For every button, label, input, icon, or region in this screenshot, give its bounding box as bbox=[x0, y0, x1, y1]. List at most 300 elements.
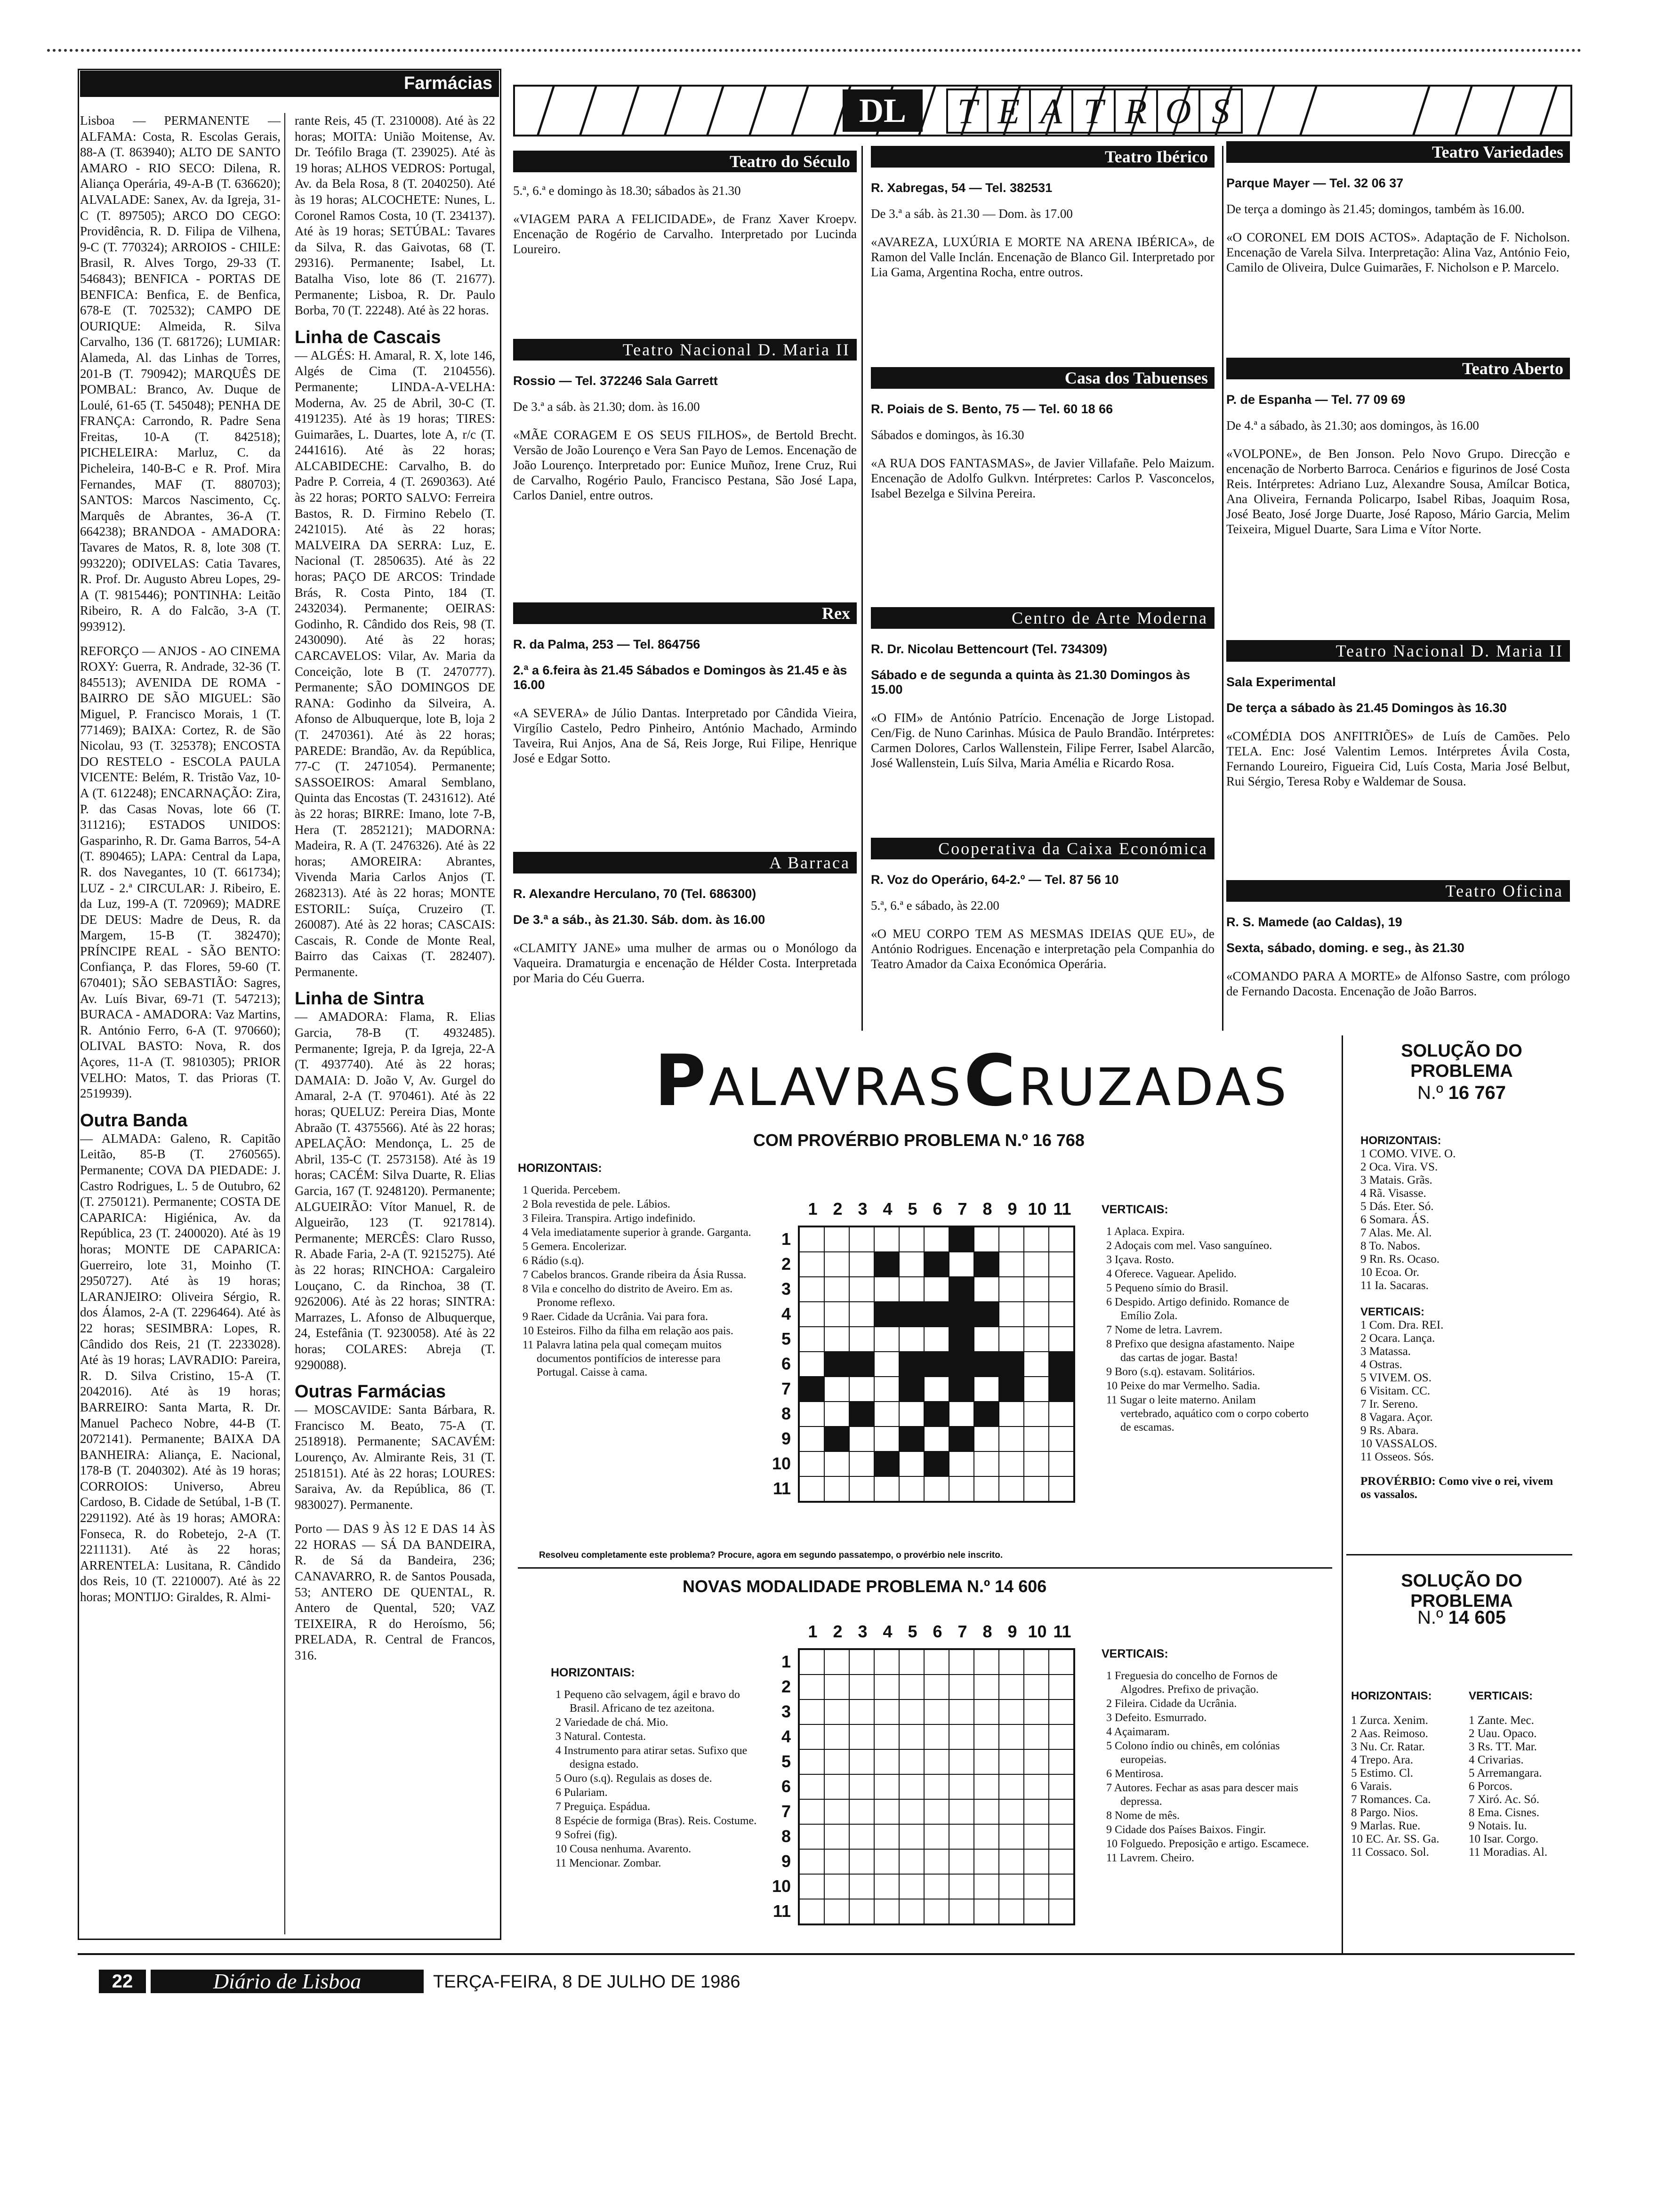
theatre-address: Sala Experimental bbox=[1226, 675, 1336, 689]
clue-item: 4 Açaimaram. bbox=[1106, 1726, 1170, 1738]
farmacia-region-heading: Outras Farmácias bbox=[295, 1382, 446, 1402]
grid-cell[interactable] bbox=[799, 1699, 824, 1724]
grid-row-number: 3 bbox=[781, 1702, 791, 1721]
grid-cell[interactable] bbox=[924, 1327, 949, 1352]
grid-cell[interactable] bbox=[999, 1774, 1024, 1799]
grid-black-cell bbox=[874, 1252, 899, 1277]
grid-cell[interactable] bbox=[949, 1724, 974, 1749]
grid-cell[interactable] bbox=[849, 1327, 874, 1352]
grid-cell[interactable] bbox=[1049, 1451, 1074, 1476]
teatros-title-letters bbox=[946, 88, 1243, 134]
grid-cell[interactable] bbox=[799, 1650, 824, 1675]
grid-cell[interactable] bbox=[974, 1774, 999, 1799]
theatre-play-description: «A RUA DOS FANTASMAS», de Javier Villafañe. Pelo Maizum. Encenação de Adolfo Gulkvn. Intérpretes: Carlos P. Vasconcelos, Isabel Bezelga e Silvina Pereira. bbox=[871, 456, 1215, 500]
grid-cell[interactable] bbox=[949, 1749, 974, 1774]
grid-cell[interactable] bbox=[1049, 1849, 1074, 1874]
grid-row-number: 10 bbox=[772, 1876, 791, 1896]
grid-cell[interactable] bbox=[874, 1227, 899, 1252]
grid-cell[interactable] bbox=[949, 1451, 974, 1476]
grid-cell[interactable] bbox=[874, 1824, 899, 1849]
grid-cell[interactable] bbox=[824, 1476, 849, 1501]
grid-cell[interactable] bbox=[1049, 1252, 1074, 1277]
grid-cell[interactable] bbox=[1049, 1402, 1074, 1427]
grid-cell[interactable] bbox=[849, 1874, 874, 1899]
grid-cell[interactable] bbox=[899, 1277, 924, 1302]
solution-answer: 11 Cossaco. Sol. bbox=[1351, 1846, 1429, 1859]
grid-cell[interactable] bbox=[1024, 1724, 1049, 1749]
grid-cell[interactable] bbox=[999, 1476, 1024, 1501]
grid-cell[interactable] bbox=[824, 1327, 849, 1352]
grid-cell[interactable] bbox=[849, 1724, 874, 1749]
grid-cell[interactable] bbox=[799, 1252, 824, 1277]
grid-column-number: 5 bbox=[908, 1622, 917, 1641]
grid-cell[interactable] bbox=[1024, 1377, 1049, 1402]
grid-cell[interactable] bbox=[999, 1824, 1024, 1849]
grid-cell[interactable] bbox=[849, 1451, 874, 1476]
grid-cell[interactable] bbox=[924, 1874, 949, 1899]
grid-cell[interactable] bbox=[799, 1824, 824, 1849]
grid-row-number: 4 bbox=[781, 1727, 791, 1746]
grid-black-cell bbox=[949, 1427, 974, 1451]
theatre-name: Teatro do Século bbox=[513, 151, 857, 172]
grid-cell[interactable] bbox=[874, 1799, 899, 1824]
grid-cell[interactable] bbox=[849, 1277, 874, 1302]
grid-cell[interactable] bbox=[924, 1699, 949, 1724]
grid-column-number: 11 bbox=[1053, 1622, 1071, 1641]
grid-cell[interactable] bbox=[1049, 1699, 1074, 1724]
farmacia-block-text: Porto — DAS 9 ÀS 12 E DAS 14 ÀS 22 HORAS — SÁ DA BANDEIRA, R. de Sá da Bandeira, 236; CANAVARRO, R. de Santos Pousada, 53; ANTERO DE QUENTAL, R. Antero de Quental, 520; VAZ TEIXEIRA, R do Heroísmo, 56; PRELADA, R. Central de Francos, 316. bbox=[295, 1522, 495, 1663]
grid-cell[interactable] bbox=[1049, 1476, 1074, 1501]
solution-answer: 6 Varais. bbox=[1351, 1780, 1392, 1793]
grid-black-cell bbox=[949, 1227, 974, 1252]
grid-cell[interactable] bbox=[899, 1476, 924, 1501]
grid-cell[interactable] bbox=[924, 1749, 949, 1774]
grid-cell[interactable] bbox=[899, 1675, 924, 1699]
grid-cell[interactable] bbox=[824, 1749, 849, 1774]
grid-cell[interactable] bbox=[1049, 1277, 1074, 1302]
grid-cell[interactable] bbox=[999, 1227, 1024, 1252]
grid-cell[interactable] bbox=[1049, 1650, 1074, 1675]
grid-black-cell bbox=[824, 1352, 849, 1377]
grid-cell[interactable] bbox=[924, 1774, 949, 1799]
grid-cell[interactable] bbox=[999, 1699, 1024, 1724]
grid-cell[interactable] bbox=[999, 1402, 1024, 1427]
grid-cell[interactable] bbox=[899, 1650, 924, 1675]
grid-cell[interactable] bbox=[999, 1899, 1024, 1924]
grid-cell[interactable] bbox=[1049, 1799, 1074, 1824]
grid-cell[interactable] bbox=[974, 1849, 999, 1874]
solution-answer: 3 Nu. Cr. Ratar. bbox=[1351, 1740, 1425, 1753]
grid-cell[interactable] bbox=[824, 1675, 849, 1699]
grid-cell[interactable] bbox=[974, 1451, 999, 1476]
grid-cell[interactable] bbox=[924, 1899, 949, 1924]
theatre-name: Teatro Nacional D. Maria II bbox=[1226, 640, 1570, 662]
grid-cell[interactable] bbox=[824, 1377, 849, 1402]
solution-answer: 2 Aas. Reimoso. bbox=[1351, 1727, 1428, 1740]
grid-cell[interactable] bbox=[999, 1675, 1024, 1699]
grid-cell[interactable] bbox=[799, 1227, 824, 1252]
grid-cell[interactable] bbox=[799, 1327, 824, 1352]
grid-cell[interactable] bbox=[924, 1476, 949, 1501]
grid-cell[interactable] bbox=[974, 1724, 999, 1749]
grid-cell[interactable] bbox=[924, 1799, 949, 1824]
grid-cell[interactable] bbox=[874, 1774, 899, 1799]
grid-cell[interactable] bbox=[824, 1302, 849, 1327]
grid-cell[interactable] bbox=[799, 1277, 824, 1302]
grid-column-number: 1 bbox=[808, 1622, 818, 1641]
grid-cell[interactable] bbox=[824, 1451, 849, 1476]
grid-cell[interactable] bbox=[799, 1427, 824, 1451]
teatros-letter: T bbox=[946, 88, 989, 134]
theatre-schedule: 5.ª, 6.ª e domingo às 18.30; sábados às 21.30 bbox=[513, 184, 741, 198]
grid-cell[interactable] bbox=[799, 1849, 824, 1874]
farmacia-block-text: — ALMADA: Galeno, R. Capitão Leitão, 85-B (T. 2760565). Permanente; COVA DA PIEDADE: J. Castro Rodrigues, L. 5 de Outubro, 62 (T. 2750121). Permanente; COSTA DE CAPARICA: Higiénica, Av. da República, 23 (T. 2400020). Até às 19 horas; MONTE DE CAPARICA: Guerreiro, lote 31, Moinho (T. 2950727). Até às 19 horas; LARANJEIRO: Oliveira Sérgio, R. dos Álamos, 2-A (T. 2296464). Até às 22 horas; SESIMBRA: Lopes, R. Cândido dos Reis, 21 (T. 2233028). Até às 19 horas; LAVRADIO: Pareira, R. D. Silva Cristino, 15-A (T. 2042016). Até às 19 horas; BARREIRO: Santa Marta, R. Dr. Manuel Pacheco Nobre, 44-B (T. 2072141). Permanente; BAIXA DA BANHEIRA: Aliança, E. Nacional, 178-B (T. 2040302). Até às 19 horas; CORROIOS: Universo, Abreu Cardoso, B. Cidade de Setúbal, 1-B (T. 2291192). Até às 19 horas; AMORA: Fonseca, R. do Robetejo, 2-A (T. 2211131). Até às 22 horas; ARRENTELA: Lusitana, R. Cândido dos Reis, 10 (T. 2210007). Até às 22 horas; MONTIJO: Giraldes, R. Almi- bbox=[80, 1131, 281, 1604]
solution-answer: 7 Xiró. Ac. Só. bbox=[1469, 1793, 1539, 1806]
clue-item: 7 Cabelos brancos. Grande ribeira da Ásia Russa. bbox=[523, 1269, 747, 1281]
grid-cell[interactable] bbox=[1024, 1650, 1049, 1675]
grid-cell[interactable] bbox=[1024, 1874, 1049, 1899]
grid-column-number: 6 bbox=[933, 1199, 942, 1218]
grid-cell[interactable] bbox=[949, 1874, 974, 1899]
grid-cell[interactable] bbox=[874, 1899, 899, 1924]
grid-cell[interactable] bbox=[1049, 1874, 1074, 1899]
grid-cell[interactable] bbox=[949, 1402, 974, 1427]
grid-cell[interactable] bbox=[824, 1227, 849, 1252]
grid-cell[interactable] bbox=[824, 1277, 849, 1302]
grid-cell[interactable] bbox=[899, 1849, 924, 1874]
clue-item: 8 Espécie de formiga (Bras). Reis. Costume. bbox=[555, 1815, 757, 1827]
grid-cell[interactable] bbox=[999, 1874, 1024, 1899]
grid-cell[interactable] bbox=[824, 1699, 849, 1724]
theatre-name: Rex bbox=[513, 602, 857, 624]
grid-cell[interactable] bbox=[999, 1451, 1024, 1476]
theatre-schedule: De terça a domingo às 21.45; domingos, também às 16.00. bbox=[1226, 202, 1525, 216]
clue-item: 1 Aplaca. Expira. bbox=[1106, 1226, 1185, 1238]
theatre-play-description: «AVAREZA, LUXÚRIA E MORTE NA ARENA IBÉRICA», de Ramon del Valle Inclán. Encenação de Blanco Gil. Interpretado por Lia Gama, Argentina Rocha, entre outros. bbox=[871, 235, 1215, 279]
grid-column-number: 9 bbox=[1007, 1622, 1017, 1641]
grid-cell[interactable] bbox=[949, 1774, 974, 1799]
grid-cell[interactable] bbox=[999, 1327, 1024, 1352]
grid-cell[interactable] bbox=[899, 1327, 924, 1352]
grid-cell[interactable] bbox=[1024, 1899, 1049, 1924]
grid-black-cell bbox=[999, 1377, 1024, 1402]
grid-cell[interactable] bbox=[874, 1427, 899, 1451]
grid-cell[interactable] bbox=[924, 1849, 949, 1874]
grid-cell[interactable] bbox=[874, 1650, 899, 1675]
grid-cell[interactable] bbox=[999, 1277, 1024, 1302]
clue-item: 9 Sofrei (fig). bbox=[555, 1829, 618, 1841]
grid-cell[interactable] bbox=[799, 1302, 824, 1327]
grid-cell[interactable] bbox=[1024, 1699, 1049, 1724]
grid-cell[interactable] bbox=[1024, 1352, 1049, 1377]
grid-cell[interactable] bbox=[899, 1824, 924, 1849]
grid-cell[interactable] bbox=[899, 1799, 924, 1824]
grid-cell[interactable] bbox=[974, 1476, 999, 1501]
grid-cell[interactable] bbox=[924, 1675, 949, 1699]
grid-cell[interactable] bbox=[1049, 1302, 1074, 1327]
grid-cell[interactable] bbox=[1049, 1774, 1074, 1799]
grid-cell[interactable] bbox=[999, 1849, 1024, 1874]
solution-answer: 8 Pargo. Nios. bbox=[1351, 1806, 1418, 1819]
grid-cell[interactable] bbox=[1024, 1427, 1049, 1451]
grid-cell[interactable] bbox=[799, 1749, 824, 1774]
grid-cell[interactable] bbox=[874, 1402, 899, 1427]
grid-cell[interactable] bbox=[824, 1799, 849, 1824]
grid-cell[interactable] bbox=[899, 1724, 924, 1749]
grid-row-number: 4 bbox=[781, 1304, 791, 1323]
grid-cell[interactable] bbox=[1049, 1427, 1074, 1451]
grid-cell[interactable] bbox=[899, 1402, 924, 1427]
theatre-play-description: «VOLPONE», de Ben Jonson. Pelo Novo Grupo. Direcção e encenação de Norberto Barroca. Cenários e figurinos de José Costa Reis. Intérpretes: Adriano Luz, Alexandre Sousa, Amílcar Botica, Ana Oliveira, Fernanda Policarpo, Isabel Ribas, Joaquim Rosa, José Beato, José Jorge Duarte, José Raposo, Mário Garcia, Melim Teixeira, Miguel Duarte, Sara Lima e Vítor Norte. bbox=[1226, 447, 1570, 536]
grid-cell[interactable] bbox=[974, 1277, 999, 1302]
theatre-schedule: 2.ª a 6.feira às 21.45 Sábados e Domingos às 21.45 e às 16.00 bbox=[513, 663, 847, 692]
grid-column-number: 3 bbox=[858, 1199, 868, 1218]
grid-cell[interactable] bbox=[974, 1749, 999, 1774]
grid-cell[interactable] bbox=[824, 1849, 849, 1874]
grid-cell[interactable] bbox=[849, 1252, 874, 1277]
grid-cell[interactable] bbox=[849, 1699, 874, 1724]
grid-cell[interactable] bbox=[1024, 1675, 1049, 1699]
grid-cell[interactable] bbox=[874, 1352, 899, 1377]
grid-cell[interactable] bbox=[974, 1650, 999, 1675]
grid-cell[interactable] bbox=[824, 1899, 849, 1924]
grid-cell[interactable] bbox=[1024, 1849, 1049, 1874]
grid-cell[interactable] bbox=[849, 1774, 874, 1799]
grid-cell[interactable] bbox=[949, 1799, 974, 1824]
grid-cell[interactable] bbox=[949, 1824, 974, 1849]
grid-cell[interactable] bbox=[974, 1427, 999, 1451]
solution2-answers bbox=[1351, 1690, 1572, 1859]
grid-cell[interactable] bbox=[1024, 1327, 1049, 1352]
grid-cell[interactable] bbox=[1049, 1824, 1074, 1849]
solution-answer: 3 Matassa. bbox=[1360, 1345, 1411, 1358]
grid-cell[interactable] bbox=[899, 1774, 924, 1799]
grid-cell[interactable] bbox=[824, 1402, 849, 1427]
grid-cell[interactable] bbox=[874, 1724, 899, 1749]
grid-cell[interactable] bbox=[1049, 1749, 1074, 1774]
grid-cell[interactable] bbox=[874, 1749, 899, 1774]
grid-cell[interactable] bbox=[1049, 1899, 1074, 1924]
theatre-play-description: «O CORONEL EM DOIS ACTOS». Adaptação de F. Nicholson. Encenação de Varela Silva. Interpretação: Alina Vaz, António Feio, Camilo de Oliveira, Dulce Guimarães, F. Nicholson e P. Marcelo. bbox=[1226, 230, 1570, 274]
grid-cell[interactable] bbox=[974, 1824, 999, 1849]
clue-list-heading: HORIZONTAIS: bbox=[518, 1162, 602, 1175]
grid-cell[interactable] bbox=[1024, 1824, 1049, 1849]
theatre-block-cooperativa bbox=[871, 838, 1215, 971]
grid-row-number: 6 bbox=[781, 1354, 791, 1373]
grid-cell[interactable] bbox=[999, 1302, 1024, 1327]
grid-cell[interactable] bbox=[824, 1724, 849, 1749]
grid-cell[interactable] bbox=[899, 1227, 924, 1252]
grid-cell[interactable] bbox=[1024, 1302, 1049, 1327]
theatre-play-description: «CLAMITY JANE» uma mulher de armas ou o Monólogo da Vaqueira. Dramaturgia e encenação de Hélder Costa. Interpretada por Maria do Céu Guerra. bbox=[513, 941, 857, 985]
grid-cell[interactable] bbox=[799, 1799, 824, 1824]
grid-black-cell bbox=[949, 1377, 974, 1402]
grid-cell[interactable] bbox=[874, 1699, 899, 1724]
grid-black-cell bbox=[949, 1352, 974, 1377]
grid-cell[interactable] bbox=[1024, 1227, 1049, 1252]
grid-cell[interactable] bbox=[974, 1227, 999, 1252]
solution-answer: 7 Romances. Ca. bbox=[1351, 1793, 1431, 1806]
grid-cell[interactable] bbox=[974, 1327, 999, 1352]
farmacia-block-text: REFORÇO — ANJOS - AO CINEMA ROXY: Guerra, R. Andrade, 32-36 (T. 845513); AVENIDA DE ROMA - BAIRRO DE SÃO MIGUEL: São Miguel, P. Francisco Morais, 1 (T. 771469); BAIXA: Cortez, R. de São Nicolau, 93 (T. 325378); ENCOSTA DO RESTELO - ESCOLA PAULA VICENTE: Belém, R. Tristão Vaz, 10-A (T. 612248); ENCARNAÇÃO: Zira, P. das Casas Novas, lote 66 (T. 311216); ESTADOS UNIDOS: Gasparinho, R. Dr. Gama Barros, 54-A (T. 890465); LAPA: Central da Lapa, R. dos Navegantes, 10 (T. 661734); LUZ - 2.ª CIRCULAR: J. Ribeiro, E. da Luz, 199-A (T. 720969); MADRE DE DEUS: Madre de Deus, R. da Margem, 15-B (T. 382470); PRÍNCIPE REAL - SÃO BENTO: Confiança, P. das Flores, 59-60 (T. 670401); SÃO SEBASTIÃO: Sagres, Av. Luís Bivar, 69-71 (T. 547213); BURACA - AMADORA: Vaz Martins, R. António Ferro, 6-A (T. 970660); OLIVAL BASTO: Nova, R. dos Açores, 11-A (T. 9810305); PRIOR VELHO: Matos, T. das Prioras (T. 2519939). bbox=[80, 643, 281, 1101]
grid-row-number: 6 bbox=[781, 1777, 791, 1796]
clue-item: 6 Pulariam. bbox=[555, 1787, 608, 1799]
grid-cell[interactable] bbox=[849, 1427, 874, 1451]
grid-cell[interactable] bbox=[949, 1252, 974, 1277]
grid-column-number: 10 bbox=[1028, 1199, 1047, 1218]
grid-cell[interactable] bbox=[849, 1849, 874, 1874]
grid-cell[interactable] bbox=[999, 1724, 1024, 1749]
grid-cell[interactable] bbox=[1024, 1402, 1049, 1427]
grid-cell[interactable] bbox=[949, 1849, 974, 1874]
grid-cell[interactable] bbox=[974, 1874, 999, 1899]
clue-item: 3 Içava. Rosto. bbox=[1106, 1254, 1174, 1266]
grid-cell[interactable] bbox=[849, 1650, 874, 1675]
teatros-letter: A bbox=[1031, 88, 1073, 134]
clue-item: 3 Defeito. Esmurrado. bbox=[1106, 1712, 1207, 1724]
teatros-letter: E bbox=[989, 88, 1031, 134]
solution-answer: 9 Notais. Iu. bbox=[1469, 1819, 1527, 1832]
grid-cell[interactable] bbox=[899, 1749, 924, 1774]
grid-cell[interactable] bbox=[924, 1277, 949, 1302]
theatre-schedule: Sábado e de segunda a quinta às 21.30 Domingos às 15.00 bbox=[871, 668, 1190, 697]
grid-cell[interactable] bbox=[849, 1227, 874, 1252]
clue-item: 1 Querida. Percebem. bbox=[523, 1184, 620, 1196]
grid-row-number: 9 bbox=[781, 1429, 791, 1448]
grid-cell[interactable] bbox=[1024, 1277, 1049, 1302]
grid-cell[interactable] bbox=[924, 1427, 949, 1451]
solution-answer: 4 Ostras. bbox=[1360, 1358, 1402, 1371]
theatre-address: P. de Espanha — Tel. 77 09 69 bbox=[1226, 393, 1406, 407]
newspaper-brand: Diário de Lisboa bbox=[151, 1970, 424, 1993]
grid-cell[interactable] bbox=[824, 1774, 849, 1799]
grid-cell[interactable] bbox=[949, 1476, 974, 1501]
dl-logo: DL bbox=[843, 89, 923, 132]
grid-cell[interactable] bbox=[849, 1824, 874, 1849]
solution-heading: VERTICAIS: bbox=[1469, 1690, 1533, 1702]
theatre-schedule: De 3.ª a sáb. às 21.30; dom. às 16.00 bbox=[513, 400, 700, 414]
grid-cell[interactable] bbox=[799, 1675, 824, 1699]
grid-cell[interactable] bbox=[1024, 1476, 1049, 1501]
solution-answer: 3 Matais. Grãs. bbox=[1360, 1174, 1432, 1186]
grid-cell[interactable] bbox=[799, 1874, 824, 1899]
grid-cell[interactable] bbox=[824, 1650, 849, 1675]
grid-column-number: 8 bbox=[982, 1622, 992, 1641]
grid-cell[interactable] bbox=[824, 1874, 849, 1899]
grid-cell[interactable] bbox=[949, 1650, 974, 1675]
crossword2-grid[interactable] bbox=[798, 1648, 1075, 1925]
grid-cell[interactable] bbox=[849, 1302, 874, 1327]
grid-cell[interactable] bbox=[999, 1427, 1024, 1451]
crossword1-horizontal-clues bbox=[518, 1162, 753, 1380]
grid-cell[interactable] bbox=[899, 1451, 924, 1476]
grid-cell[interactable] bbox=[899, 1899, 924, 1924]
solution-answer: 6 Porcos. bbox=[1469, 1780, 1513, 1793]
grid-row-number: 5 bbox=[781, 1329, 791, 1348]
theatre-block-ibérico bbox=[871, 146, 1215, 280]
grid-cell[interactable] bbox=[874, 1277, 899, 1302]
grid-cell[interactable] bbox=[849, 1749, 874, 1774]
grid-cell[interactable] bbox=[799, 1352, 824, 1377]
grid-cell[interactable] bbox=[899, 1874, 924, 1899]
solution-answer: 6 Visitam. CC. bbox=[1360, 1385, 1431, 1397]
grid-cell[interactable] bbox=[824, 1252, 849, 1277]
grid-cell[interactable] bbox=[799, 1724, 824, 1749]
grid-cell[interactable] bbox=[999, 1650, 1024, 1675]
crossword2-column-numbers bbox=[800, 1622, 1075, 1642]
farmacia-block bbox=[80, 113, 281, 635]
grid-cell[interactable] bbox=[824, 1824, 849, 1849]
grid-cell[interactable] bbox=[999, 1749, 1024, 1774]
grid-cell[interactable] bbox=[974, 1675, 999, 1699]
grid-cell[interactable] bbox=[949, 1675, 974, 1699]
grid-cell[interactable] bbox=[899, 1699, 924, 1724]
grid-cell[interactable] bbox=[974, 1377, 999, 1402]
grid-cell[interactable] bbox=[949, 1699, 974, 1724]
grid-cell[interactable] bbox=[874, 1476, 899, 1501]
crossword1-grid[interactable] bbox=[798, 1226, 1075, 1503]
grid-cell[interactable] bbox=[1024, 1749, 1049, 1774]
grid-cell[interactable] bbox=[1049, 1327, 1074, 1352]
grid-cell[interactable] bbox=[849, 1899, 874, 1924]
grid-cell[interactable] bbox=[949, 1899, 974, 1924]
grid-cell[interactable] bbox=[924, 1824, 949, 1849]
solution-answer: 10 Isar. Corgo. bbox=[1469, 1833, 1539, 1845]
grid-cell[interactable] bbox=[874, 1377, 899, 1402]
grid-cell[interactable] bbox=[974, 1799, 999, 1824]
grid-cell[interactable] bbox=[974, 1699, 999, 1724]
grid-cell[interactable] bbox=[799, 1774, 824, 1799]
grid-cell[interactable] bbox=[874, 1849, 899, 1874]
grid-cell[interactable] bbox=[874, 1675, 899, 1699]
grid-cell[interactable] bbox=[799, 1451, 824, 1476]
grid-column-number: 8 bbox=[982, 1199, 992, 1218]
solution-answer: 11 Osseos. Sós. bbox=[1360, 1451, 1434, 1463]
grid-cell[interactable] bbox=[799, 1476, 824, 1501]
grid-cell[interactable] bbox=[899, 1252, 924, 1277]
grid-cell[interactable] bbox=[1024, 1799, 1049, 1824]
grid-cell[interactable] bbox=[874, 1327, 899, 1352]
grid-cell[interactable] bbox=[924, 1724, 949, 1749]
grid-cell[interactable] bbox=[1049, 1724, 1074, 1749]
solution-answer: 9 Rs. Abara. bbox=[1360, 1424, 1419, 1437]
grid-black-cell bbox=[999, 1352, 1024, 1377]
grid-cell[interactable] bbox=[1049, 1675, 1074, 1699]
grid-cell[interactable] bbox=[924, 1377, 949, 1402]
farmacia-block bbox=[295, 327, 495, 980]
grid-cell[interactable] bbox=[999, 1799, 1024, 1824]
grid-cell[interactable] bbox=[924, 1227, 949, 1252]
clue-item: 2 Fileira. Cidade da Ucrânia. bbox=[1106, 1698, 1237, 1710]
grid-black-cell bbox=[924, 1252, 949, 1277]
grid-cell[interactable] bbox=[849, 1476, 874, 1501]
grid-cell[interactable] bbox=[849, 1799, 874, 1824]
grid-cell[interactable] bbox=[874, 1874, 899, 1899]
grid-cell[interactable] bbox=[849, 1377, 874, 1402]
grid-cell[interactable] bbox=[999, 1252, 1024, 1277]
solution-answer: 1 Zurca. Xenim. bbox=[1351, 1714, 1428, 1727]
grid-cell[interactable] bbox=[974, 1899, 999, 1924]
grid-cell[interactable] bbox=[1024, 1451, 1049, 1476]
grid-cell[interactable] bbox=[924, 1650, 949, 1675]
grid-cell[interactable] bbox=[799, 1899, 824, 1924]
grid-cell[interactable] bbox=[1024, 1252, 1049, 1277]
grid-cell[interactable] bbox=[1024, 1774, 1049, 1799]
grid-cell[interactable] bbox=[849, 1675, 874, 1699]
clue-item: 10 Peixe do mar Vermelho. Sadia. bbox=[1106, 1380, 1260, 1392]
grid-cell[interactable] bbox=[799, 1402, 824, 1427]
grid-cell[interactable] bbox=[1049, 1227, 1074, 1252]
